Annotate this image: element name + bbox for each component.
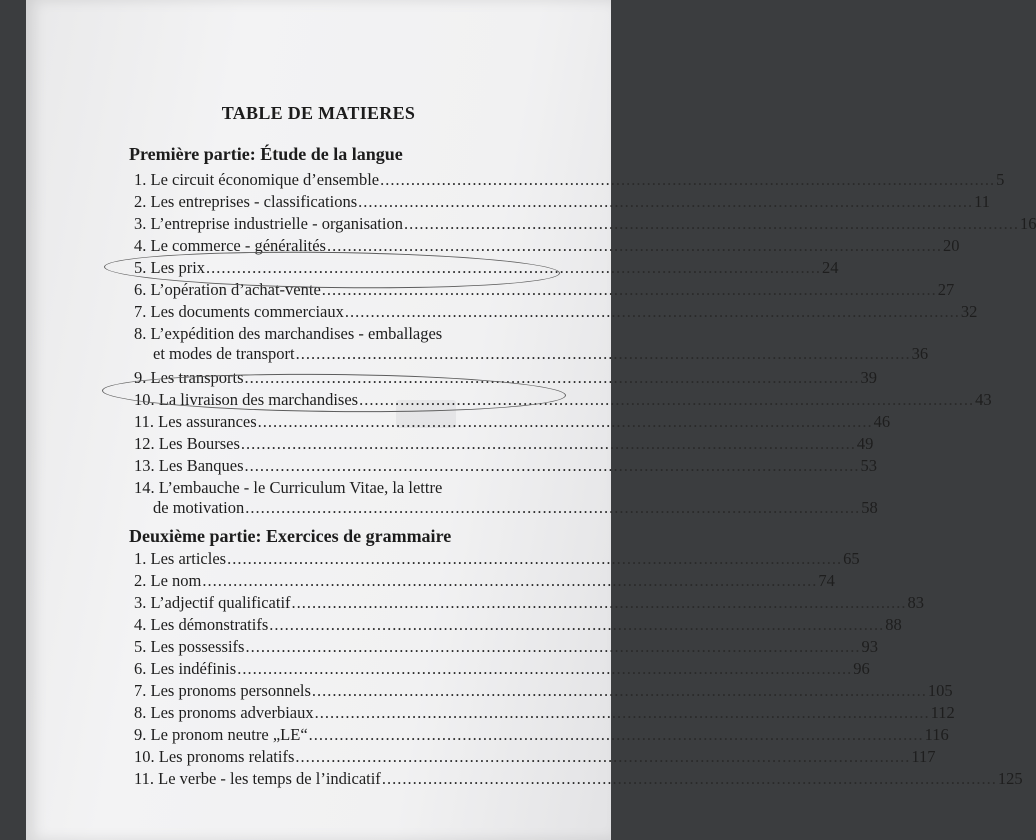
book-page	[26, 0, 1036, 840]
dot-leader: ........................................................................................................................	[206, 258, 822, 277]
toc-page-number: 53	[860, 456, 878, 475]
toc-entry-label: 6. Les indéfinis	[134, 659, 237, 678]
section-heading: Première partie: Étude de la langue	[129, 144, 403, 164]
toc-page-number: 46	[873, 412, 891, 431]
toc-page-number: 117	[911, 747, 936, 766]
toc-entry	[134, 236, 960, 258]
toc-page-number: 11	[974, 192, 991, 211]
toc-entry-label: 9. Les transports	[134, 368, 244, 387]
toc-entry-label: 12. Les Bourses	[134, 434, 240, 453]
dot-leader: ........................................................................................................................	[245, 498, 861, 517]
toc-entry	[134, 456, 878, 478]
toc-entry-label: 14. L’embauche - le Curriculum Vitae, la lettre	[134, 478, 443, 497]
toc-page-number: 116	[924, 725, 949, 744]
toc-page-number: 49	[856, 434, 874, 453]
toc-page-number: 105	[927, 681, 953, 700]
dot-leader: ........................................................................................................................	[227, 549, 843, 568]
dot-leader: ........................................................................................................................	[358, 192, 974, 211]
toc-entry-label: 1. Les articles	[134, 549, 227, 568]
toc-entry-label: 10. Les pronoms relatifs	[134, 747, 295, 766]
dot-leader: ........................................................................................................................	[380, 170, 996, 189]
toc-page-number: 36	[911, 344, 929, 363]
dot-leader: ........................................................................................................................	[240, 434, 856, 453]
toc-page-number: 43	[975, 390, 992, 409]
toc-entry-label: 2. Le nom	[134, 571, 202, 590]
dot-leader: ........................................................................................................................	[344, 302, 960, 321]
dot-leader: ........................................................................................................................	[295, 747, 911, 766]
toc-entry	[134, 192, 991, 214]
toc-entry-label: 5. Les prix	[134, 258, 206, 277]
toc-page-number: 20	[942, 236, 960, 255]
toc-entry	[134, 170, 1005, 192]
toc-entry	[134, 593, 925, 615]
toc-page-number: 74	[818, 571, 835, 590]
toc-entry	[134, 571, 835, 593]
toc-page-number: 88	[885, 615, 902, 634]
dot-leader: ........................................................................................................................	[321, 280, 937, 299]
toc-entry-label: 5. Les possessifs	[134, 637, 245, 656]
dot-leader: ........................................................................................................................	[403, 214, 1019, 233]
dot-leader: ........................................................................................................................	[311, 681, 927, 700]
toc-entry	[134, 434, 874, 456]
dot-leader: ........................................................................................................................	[244, 456, 860, 475]
toc-page-number: 112	[930, 703, 955, 722]
dot-leader: ........................................................................................................................	[202, 571, 818, 590]
toc-entry	[134, 703, 955, 725]
toc-entry-label: 7. Les pronoms personnels	[134, 681, 311, 700]
toc-entry-label: 6. L’opération d’achat-vente	[134, 280, 321, 299]
toc-entry-label: 13. Les Banques	[134, 456, 244, 475]
toc-entry-label: 3. L’adjectif qualificatif	[134, 593, 291, 612]
dot-leader: ........................................................................................................................	[314, 703, 930, 722]
toc-page-number: 39	[860, 368, 878, 387]
toc-entry-label: 4. Le commerce - généralités	[134, 236, 326, 255]
dot-leader: ........................................................................................................................	[291, 593, 907, 612]
toc-page-number: 93	[861, 637, 878, 656]
dot-leader: ........................................................................................................................	[245, 637, 861, 656]
toc-entry	[134, 769, 1023, 791]
toc-page-number: 32	[960, 302, 978, 321]
toc-entry	[134, 725, 949, 747]
dot-leader: ........................................................................................................................	[295, 344, 911, 363]
toc-page-number: 16	[1019, 214, 1036, 233]
toc-entry	[134, 302, 978, 324]
toc-entry	[134, 637, 878, 659]
toc-page-number: 24	[822, 258, 839, 277]
toc-page-number: 58	[861, 498, 878, 517]
dot-leader: ........................................................................................................................	[326, 236, 942, 255]
page-title: TABLE DE MATIERES	[221, 103, 416, 123]
toc-entry-label: 8. L’expédition des marchandises - emballages	[134, 324, 443, 343]
toc-entry-label: 2. Les entreprises - classifications	[134, 192, 358, 211]
toc-entry-label: 11. Le verbe - les temps de l’indicatif	[134, 769, 381, 788]
toc-entry-label: 10. La livraison des marchandises	[134, 390, 359, 409]
dot-leader: ........................................................................................................................	[359, 390, 975, 409]
toc-entry	[134, 747, 936, 769]
toc-page-number: 96	[853, 659, 870, 678]
section-heading: Deuxième partie: Exercices de grammaire	[129, 526, 452, 546]
dot-leader: ........................................................................................................................	[237, 659, 853, 678]
toc-entry	[134, 324, 929, 368]
toc-entry-label: 11. Les assurances	[134, 412, 257, 431]
toc-entry	[134, 412, 891, 434]
toc-entry	[134, 280, 955, 302]
toc-entry-label: 9. Le pronom neutre „LE“	[134, 725, 308, 744]
toc-page-number: 125	[997, 769, 1023, 788]
toc-page-number: 83	[907, 593, 925, 612]
toc-page-number: 27	[937, 280, 955, 299]
toc-entry	[134, 368, 878, 390]
toc-entry-label: 4. Les démonstratifs	[134, 615, 269, 634]
toc-entry-label-continued: et modes de transport	[153, 344, 295, 363]
toc-entry	[134, 478, 878, 522]
toc-entry	[134, 258, 839, 280]
toc-entry	[134, 214, 1036, 236]
toc-entry	[134, 681, 953, 703]
dot-leader: ........................................................................................................................	[308, 725, 924, 744]
dot-leader: ........................................................................................................................	[244, 368, 860, 387]
toc-entry	[134, 549, 860, 571]
dot-leader: ........................................................................................................................	[269, 615, 885, 634]
toc-entry-label-continued: de motivation	[153, 498, 245, 517]
dot-leader: ........................................................................................................................	[381, 769, 997, 788]
toc-entry-label: 7. Les documents commerciaux	[134, 302, 344, 321]
toc-entry-label: 8. Les pronoms adverbiaux	[134, 703, 314, 722]
toc-entry	[134, 390, 992, 412]
toc-page-number: 65	[843, 549, 860, 568]
dot-leader: ........................................................................................................................	[257, 412, 873, 431]
toc-entry-label: 3. L’entreprise industrielle - organisation	[134, 214, 403, 233]
toc-page-number: 5	[996, 170, 1005, 189]
toc-entry-label: 1. Le circuit économique d’ensemble	[134, 170, 380, 189]
toc-entry	[134, 659, 870, 681]
toc-entry	[134, 615, 902, 637]
